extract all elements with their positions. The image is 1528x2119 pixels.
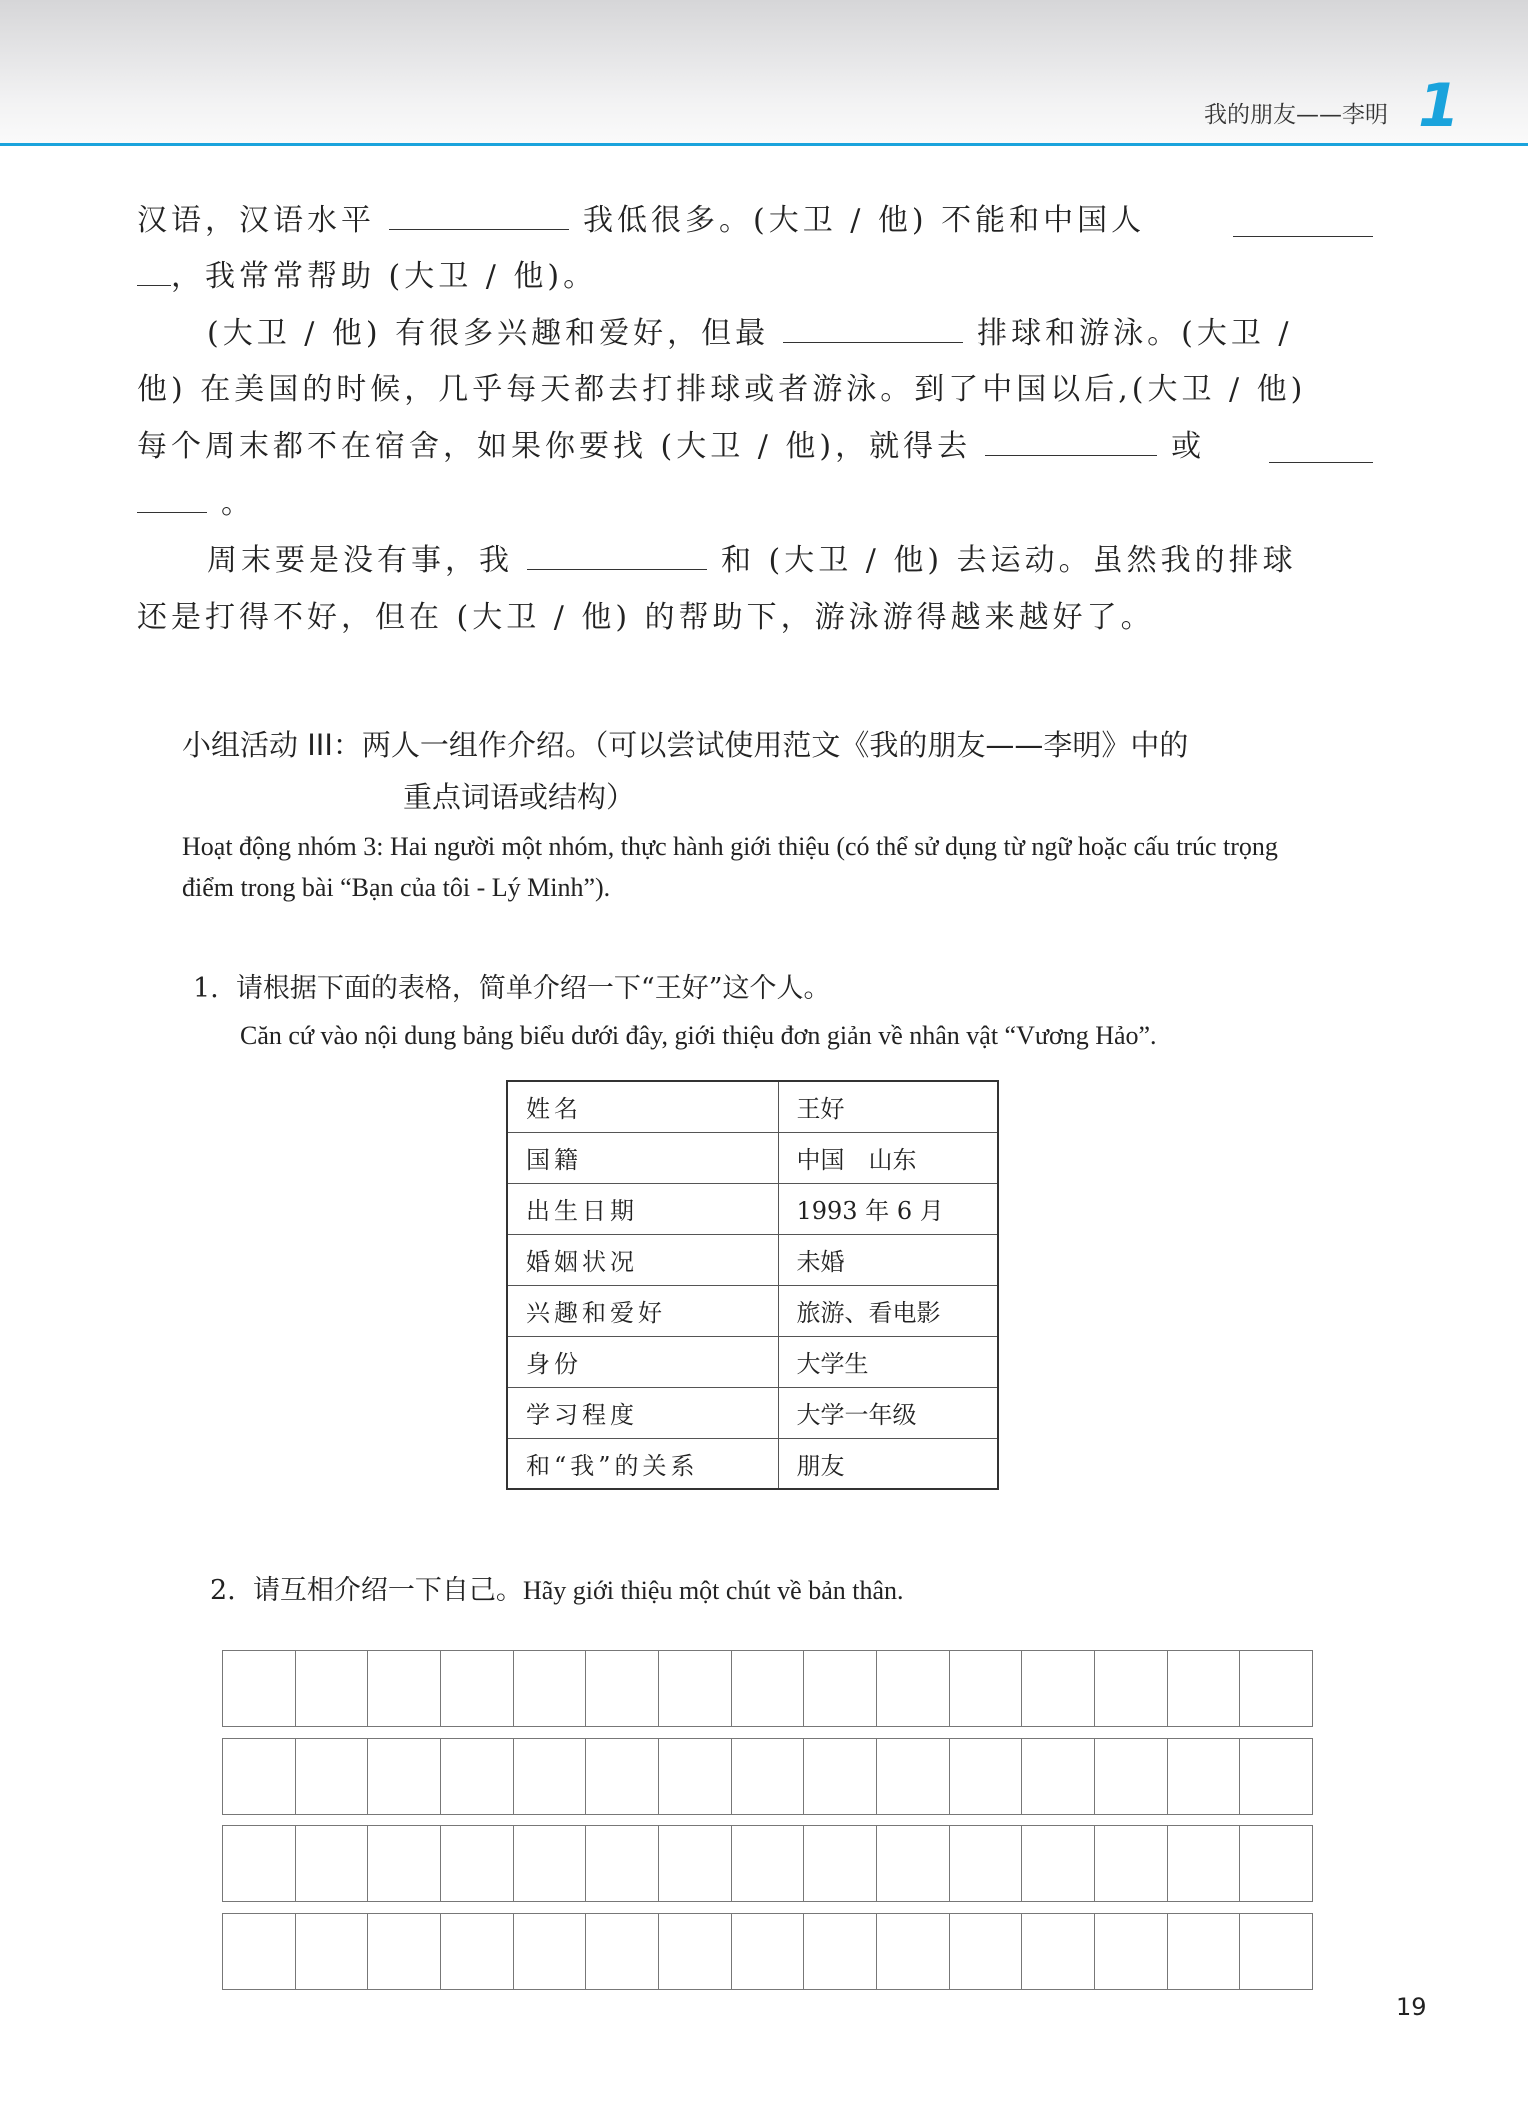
- table-value: 大学一年级: [778, 1387, 998, 1438]
- question-number: 1.: [193, 973, 219, 1004]
- text: 周末要是没有事，我: [207, 543, 513, 578]
- writing-grid-row[interactable]: [222, 1825, 1313, 1902]
- writing-cell[interactable]: [296, 1826, 369, 1901]
- table-value: 王好: [778, 1081, 998, 1132]
- blank[interactable]: [783, 313, 963, 343]
- writing-cell[interactable]: [296, 1739, 369, 1814]
- writing-cell[interactable]: [950, 1914, 1023, 1989]
- table-value: 朋友: [778, 1438, 998, 1489]
- question-number: 2.: [210, 1575, 236, 1606]
- question-2-translation: Hãy giới thiệu một chút về bản thân.: [522, 1576, 904, 1605]
- writing-cell[interactable]: [223, 1651, 296, 1726]
- writing-cell[interactable]: [586, 1914, 659, 1989]
- writing-cell[interactable]: [296, 1651, 369, 1726]
- writing-cell[interactable]: [1022, 1739, 1095, 1814]
- writing-cell[interactable]: [296, 1914, 369, 1989]
- writing-cell[interactable]: [1095, 1826, 1168, 1901]
- text: ，我常常帮助 (大卫 / 他)。: [171, 259, 598, 294]
- table-value: 未婚: [778, 1234, 998, 1285]
- table-row: [507, 1438, 998, 1489]
- table-value: 旅游、看电影: [778, 1285, 998, 1336]
- writing-cell[interactable]: [586, 1826, 659, 1901]
- table-key: 出生日期: [507, 1183, 778, 1234]
- table-key: 学习程度: [507, 1387, 778, 1438]
- writing-cell[interactable]: [950, 1651, 1023, 1726]
- writing-cell[interactable]: [223, 1739, 296, 1814]
- writing-cell[interactable]: [1022, 1914, 1095, 1989]
- info-table: [506, 1080, 999, 1490]
- blank[interactable]: [527, 540, 707, 570]
- writing-cell[interactable]: [732, 1826, 805, 1901]
- passage-line: [137, 533, 1373, 589]
- activity-title-cont: 重点词语或结构）: [403, 780, 636, 814]
- text: 或: [1171, 429, 1206, 464]
- question-1-translation: Căn cứ vào nội dung bảng biểu dưới đây, giới thiệu đơn giản về nhân vật “Vương Hảo”.: [240, 1021, 1157, 1050]
- table-key: 姓名: [507, 1081, 778, 1132]
- header-divider: [0, 143, 1528, 146]
- blank[interactable]: [137, 483, 207, 513]
- writing-cell[interactable]: [732, 1651, 805, 1726]
- passage-line: [137, 193, 1373, 249]
- table-row: [507, 1183, 998, 1234]
- writing-cell[interactable]: [223, 1826, 296, 1901]
- writing-cell[interactable]: [950, 1826, 1023, 1901]
- writing-cell[interactable]: [368, 1651, 441, 1726]
- writing-cell[interactable]: [441, 1826, 514, 1901]
- table-key: 和“我”的关系: [507, 1438, 778, 1489]
- table-value: 1993 年 6 月: [778, 1183, 998, 1234]
- writing-cell[interactable]: [514, 1739, 587, 1814]
- writing-cell[interactable]: [368, 1739, 441, 1814]
- activity-title: 小组活动 III：两人一组作介绍。（可以尝试使用范文《我的朋友——李明》中的: [182, 728, 1189, 762]
- blank[interactable]: [1233, 207, 1373, 237]
- writing-cell[interactable]: [586, 1651, 659, 1726]
- table-row: [507, 1387, 998, 1438]
- passage-line: 他) 在美国的时候，几乎每天都去打排球或者游泳。到了中国以后,(大卫 / 他): [137, 372, 1307, 407]
- text: (大卫 / 他) 有很多兴趣和爱好，但最: [207, 316, 770, 351]
- writing-cell[interactable]: [441, 1651, 514, 1726]
- question-text: 请根据下面的表格，简单介绍一下“王好”这个人。: [235, 973, 831, 1004]
- writing-cell[interactable]: [659, 1739, 732, 1814]
- blank[interactable]: [985, 426, 1157, 456]
- question-text: 请互相介绍一下自己。: [252, 1575, 523, 1606]
- writing-cell[interactable]: [1095, 1914, 1168, 1989]
- activity-translation-cont: điểm trong bài “Bạn của tôi - Lý Minh”).: [182, 873, 611, 902]
- writing-cell[interactable]: [514, 1651, 587, 1726]
- writing-cell[interactable]: [1168, 1914, 1241, 1989]
- writing-cell[interactable]: [950, 1739, 1023, 1814]
- writing-cell[interactable]: [1022, 1826, 1095, 1901]
- passage-line: 还是打得不好，但在 (大卫 / 他) 的帮助下，游泳游得越来越好了。: [137, 600, 1155, 635]
- chapter-number: 1: [1418, 71, 1460, 141]
- table-row: [507, 1081, 998, 1132]
- writing-cell[interactable]: [1240, 1739, 1312, 1814]
- writing-cell[interactable]: [223, 1914, 296, 1989]
- text: 排球和游泳。(大卫 /: [977, 316, 1293, 351]
- writing-cell[interactable]: [1240, 1914, 1312, 1989]
- writing-cell[interactable]: [1240, 1826, 1312, 1901]
- writing-grid-row[interactable]: [222, 1913, 1313, 1990]
- writing-cell[interactable]: [659, 1826, 732, 1901]
- question-1: [193, 966, 831, 1005]
- writing-cell[interactable]: [877, 1739, 950, 1814]
- text: 。: [221, 486, 255, 521]
- table-row: [507, 1132, 998, 1183]
- writing-cell[interactable]: [1095, 1739, 1168, 1814]
- writing-cell[interactable]: [877, 1826, 950, 1901]
- writing-cell[interactable]: [804, 1914, 877, 1989]
- writing-cell[interactable]: [877, 1914, 950, 1989]
- blank[interactable]: [389, 200, 569, 230]
- table-key: 身份: [507, 1336, 778, 1387]
- chapter-title: 我的朋友——李明: [1204, 102, 1388, 128]
- table-row: [507, 1336, 998, 1387]
- writing-cell[interactable]: [514, 1914, 587, 1989]
- blank[interactable]: [1269, 433, 1373, 463]
- page-number: 19: [1396, 1993, 1427, 2021]
- writing-cell[interactable]: [441, 1914, 514, 1989]
- writing-cell[interactable]: [586, 1739, 659, 1814]
- passage-line: [137, 249, 1373, 305]
- text: 汉语，汉语水平: [137, 203, 375, 238]
- writing-cell[interactable]: [1168, 1826, 1241, 1901]
- table-row: [507, 1234, 998, 1285]
- writing-cell[interactable]: [1168, 1651, 1241, 1726]
- writing-cell[interactable]: [368, 1826, 441, 1901]
- table-value: 中国 山东: [778, 1132, 998, 1183]
- table-key: 国籍: [507, 1132, 778, 1183]
- writing-cell[interactable]: [804, 1651, 877, 1726]
- passage-line: [137, 476, 1373, 532]
- text: 我低很多。(大卫 / 他) 不能和中国人: [583, 203, 1146, 238]
- writing-cell[interactable]: [804, 1826, 877, 1901]
- writing-grid-row[interactable]: [222, 1650, 1313, 1727]
- writing-grid-row[interactable]: [222, 1738, 1313, 1815]
- text: 和 (大卫 / 他) 去运动。虽然我的排球: [721, 543, 1297, 578]
- table-row: [507, 1285, 998, 1336]
- writing-cell[interactable]: [1095, 1651, 1168, 1726]
- table-key: 兴趣和爱好: [507, 1285, 778, 1336]
- writing-cell[interactable]: [732, 1914, 805, 1989]
- writing-cell[interactable]: [1240, 1651, 1312, 1726]
- writing-cell[interactable]: [659, 1651, 732, 1726]
- passage-line: [137, 419, 1373, 475]
- question-2: [210, 1568, 904, 1613]
- writing-cell[interactable]: [368, 1914, 441, 1989]
- writing-cell[interactable]: [804, 1739, 877, 1814]
- text: 每个周末都不在宿舍，如果你要找 (大卫 / 他)，就得去: [137, 429, 972, 464]
- writing-cell[interactable]: [877, 1651, 950, 1726]
- table-value: 大学生: [778, 1336, 998, 1387]
- passage-line: [137, 306, 1373, 362]
- writing-cell[interactable]: [514, 1826, 587, 1901]
- writing-cell[interactable]: [732, 1739, 805, 1814]
- writing-cell[interactable]: [1022, 1651, 1095, 1726]
- writing-cell[interactable]: [659, 1914, 732, 1989]
- activity-translation: Hoạt động nhóm 3: Hai người một nhóm, thực hành giới thiệu (có thể sử dụng từ ngữ hoặc cấu trúc trọng: [182, 832, 1278, 861]
- writing-cell[interactable]: [441, 1739, 514, 1814]
- table-key: 婚姻状况: [507, 1234, 778, 1285]
- writing-cell[interactable]: [1168, 1739, 1241, 1814]
- blank[interactable]: [137, 256, 171, 286]
